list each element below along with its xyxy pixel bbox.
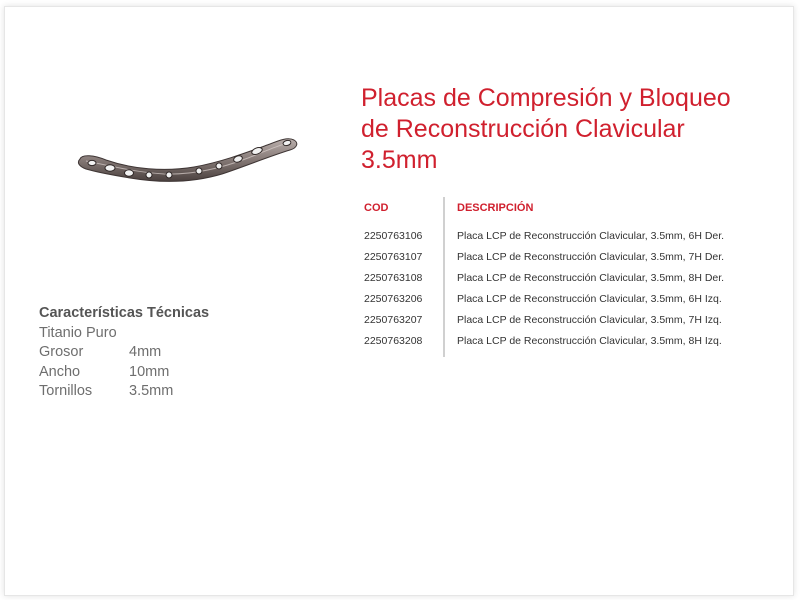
cell-descripcion: Placa LCP de Reconstrucción Clavicular, 3.5mm, 6H Der. [457, 229, 725, 242]
header-descripcion: DESCRIPCIÓN [457, 201, 534, 214]
header-cod: COD [364, 201, 389, 214]
spec-row [39, 363, 209, 383]
cell-cod: 2250763108 [364, 271, 423, 284]
table-row [364, 330, 784, 351]
specs-material: Titanio Puro [39, 324, 117, 341]
title-line-2: de Reconstrucción Clavicular [361, 115, 685, 143]
table-row [364, 246, 784, 267]
cell-descripcion: Placa LCP de Reconstrucción Clavicular, 3.5mm, 7H Izq. [457, 313, 722, 326]
title-line-3: 3.5mm [361, 146, 438, 174]
spec-row [39, 382, 209, 402]
specs-title: Características Técnicas [39, 305, 210, 321]
spec-key: Grosor [39, 344, 84, 360]
table-row [364, 225, 784, 246]
table-row [364, 309, 784, 330]
cell-cod: 2250763107 [364, 250, 423, 263]
table-row [364, 267, 784, 288]
clavicle-plate-image [72, 128, 304, 188]
table-header [364, 199, 784, 216]
cell-descripcion: Placa LCP de Reconstrucción Clavicular, 3.5mm, 7H Der. [457, 250, 725, 263]
cell-descripcion: Placa LCP de Reconstrucción Clavicular, 3.5mm, 8H Der. [457, 271, 725, 284]
spec-key: Tornillos [39, 383, 93, 399]
spec-value: 4mm [129, 344, 162, 360]
spec-value: 10mm [129, 363, 170, 380]
cell-cod: 2250763208 [364, 334, 423, 347]
spec-row [39, 343, 209, 363]
spec-key: Ancho [39, 363, 81, 380]
cell-cod: 2250763207 [364, 313, 423, 326]
spec-value: 3.5mm [129, 383, 174, 399]
table-row [364, 288, 784, 309]
cell-cod: 2250763106 [364, 229, 423, 242]
page-title [361, 83, 781, 176]
technical-specs [39, 304, 209, 402]
title-line-1: Placas de Compresión y Bloqueo [361, 84, 731, 112]
product-table [364, 199, 784, 351]
cell-descripcion: Placa LCP de Reconstrucción Clavicular, 3.5mm, 6H Izq. [457, 292, 722, 305]
cell-descripcion: Placa LCP de Reconstrucción Clavicular, 3.5mm, 8H Izq. [457, 334, 722, 347]
cell-cod: 2250763206 [364, 292, 423, 305]
